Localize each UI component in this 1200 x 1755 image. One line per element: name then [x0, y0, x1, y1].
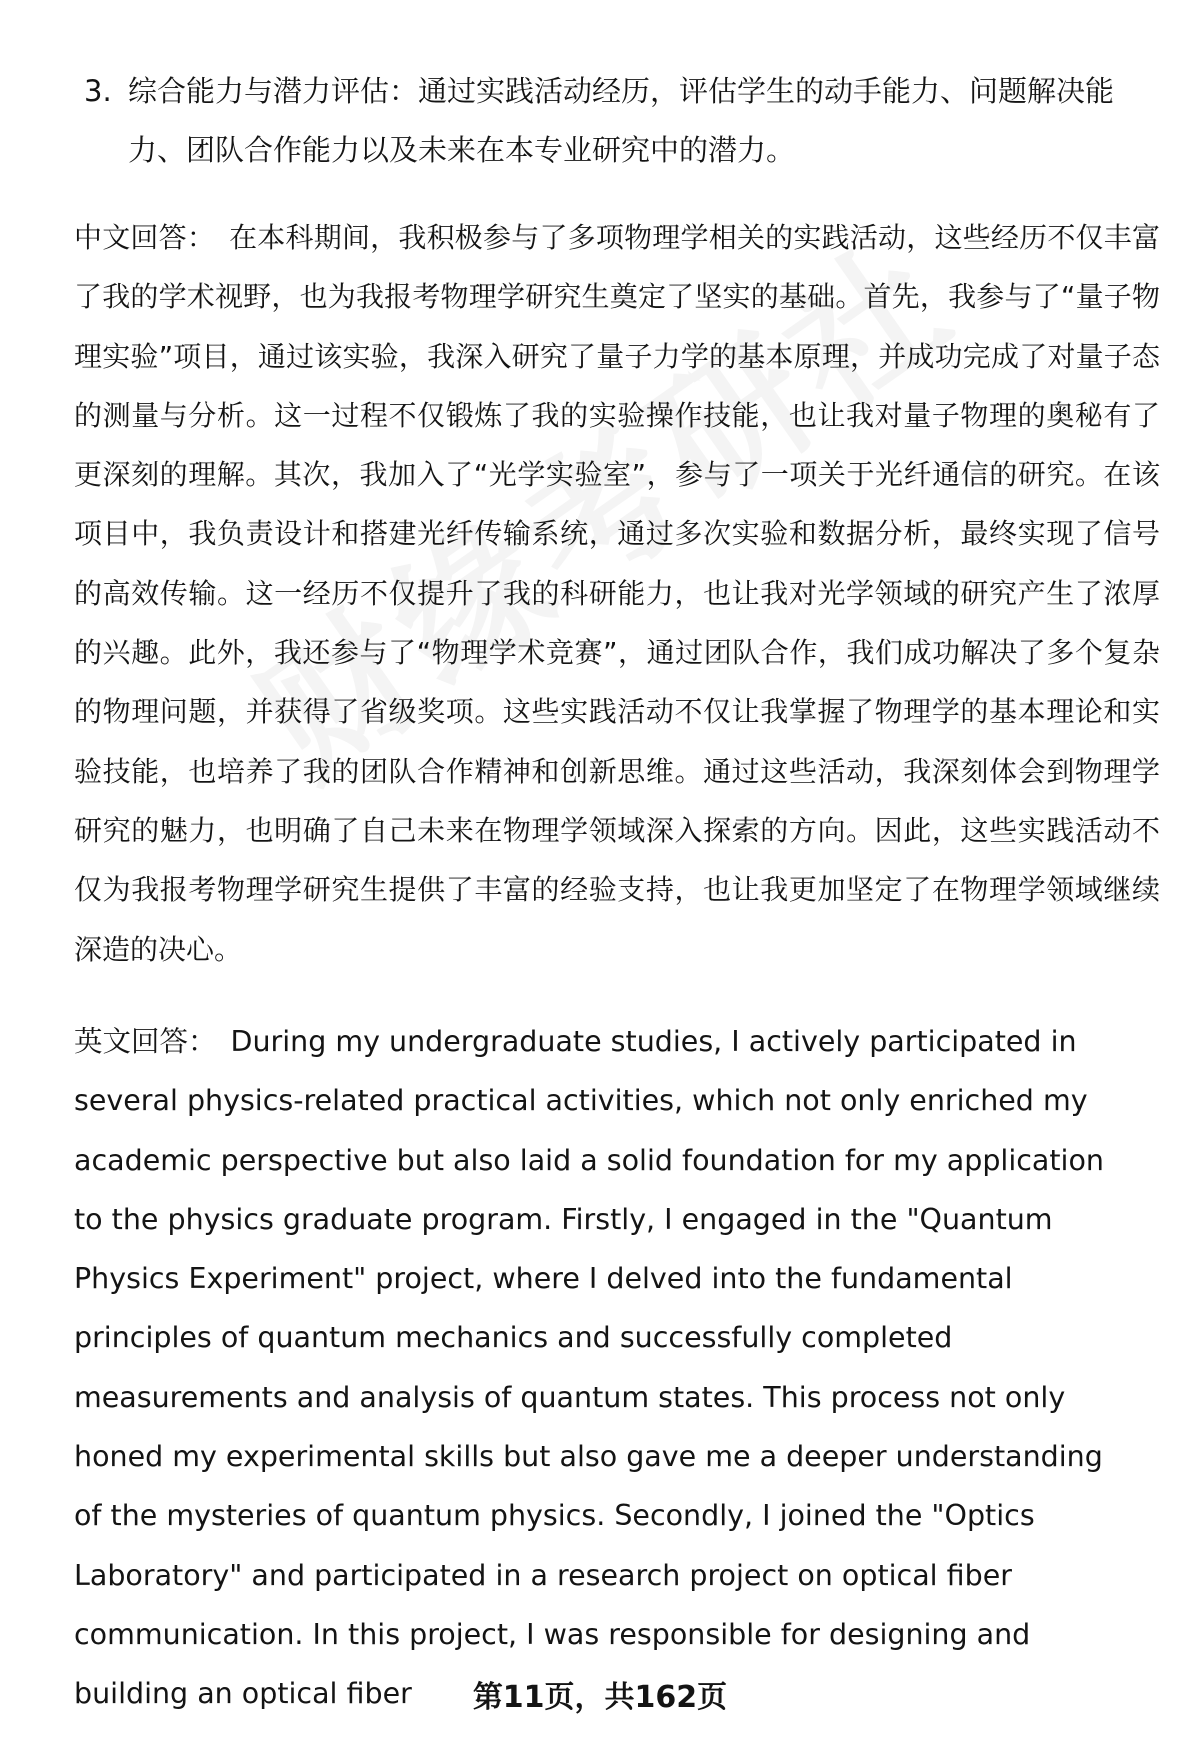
english-answer-label: 英文回答：	[74, 1025, 217, 1058]
page-number-footer: 第11页，共162页	[472, 1680, 728, 1715]
chinese-answer-text: 在本科期间，我积极参与了多项物理学相关的实践活动，这些经历不仅丰富了我的学术视野，也为我报考物理学研究生奠定了坚实的基础。首先，我参与了“量子物理实验”项目，通过该实验，我深入研究了量子力学的基本原理，并成功完成了对量子态的测量与分析。这一过程不仅锻炼了我的实验操作技能，也让我对量子物理的奥秘有了更深刻的理解。其次，我加入了“光学实验室”，参与了一项关于光纤通信的研究。在该项目中，我负责设计和搭建光纤传输系统，通过多次实验和数据分析，最终实现了信号的高效传输。这一经历不仅提升了我的科研能力，也让我对光学领域的研究产生了浓厚的兴趣。此外，我还参与了“物理学术竞赛”，通过团队合作，我们成功解决了多个复杂的物理问题，并获得了省级奖项。这些实践活动不仅让我掌握了物理学的基本理论和实验技能，也培养了我的团队合作精神和创新思维。通过这些活动，我深刻体会到物理学研究的魅力，也明确了自己未来在物理学领域深入探索的方向。因此，这些实践活动不仅为我报考物理学研究生提供了丰富的经验支持，也让我更加坚定了在物理学领域继续深造的决心。	[74, 221, 1160, 966]
list-item-number: 3.	[84, 74, 112, 108]
chinese-answer-label: 中文回答：	[74, 221, 216, 254]
list-item-text: 综合能力与潜力评估：通过实践活动经历，评估学生的动手能力、问题解决能力、团队合作能力以及未来在本专业研究中的潜力。	[128, 74, 1115, 167]
english-answer-text: During my undergraduate studies, I actively participated in several physics-related practical activities, which not only enriched my academic perspective but also laid a solid foundation for my application to the physics graduate program. Firstly, I engaged in the "Quantum Physics Experiment" project, where I delved into the fundamental principles of quantum mechanics and successfully completed measurements and analysis of quantum states. This process not only honed my experimental skills but also gave me a deeper understanding of the mysteries of quantum physics. Secondly, I joined the "Optics Laboratory" and participated in a research project on optical fiber communication. In this project, I was responsible for designing and building an optical fiber	[74, 1025, 1104, 1711]
list-item-3	[84, 62, 1146, 180]
english-answer-paragraph	[74, 1012, 1134, 1724]
chinese-answer-paragraph	[74, 208, 1160, 979]
